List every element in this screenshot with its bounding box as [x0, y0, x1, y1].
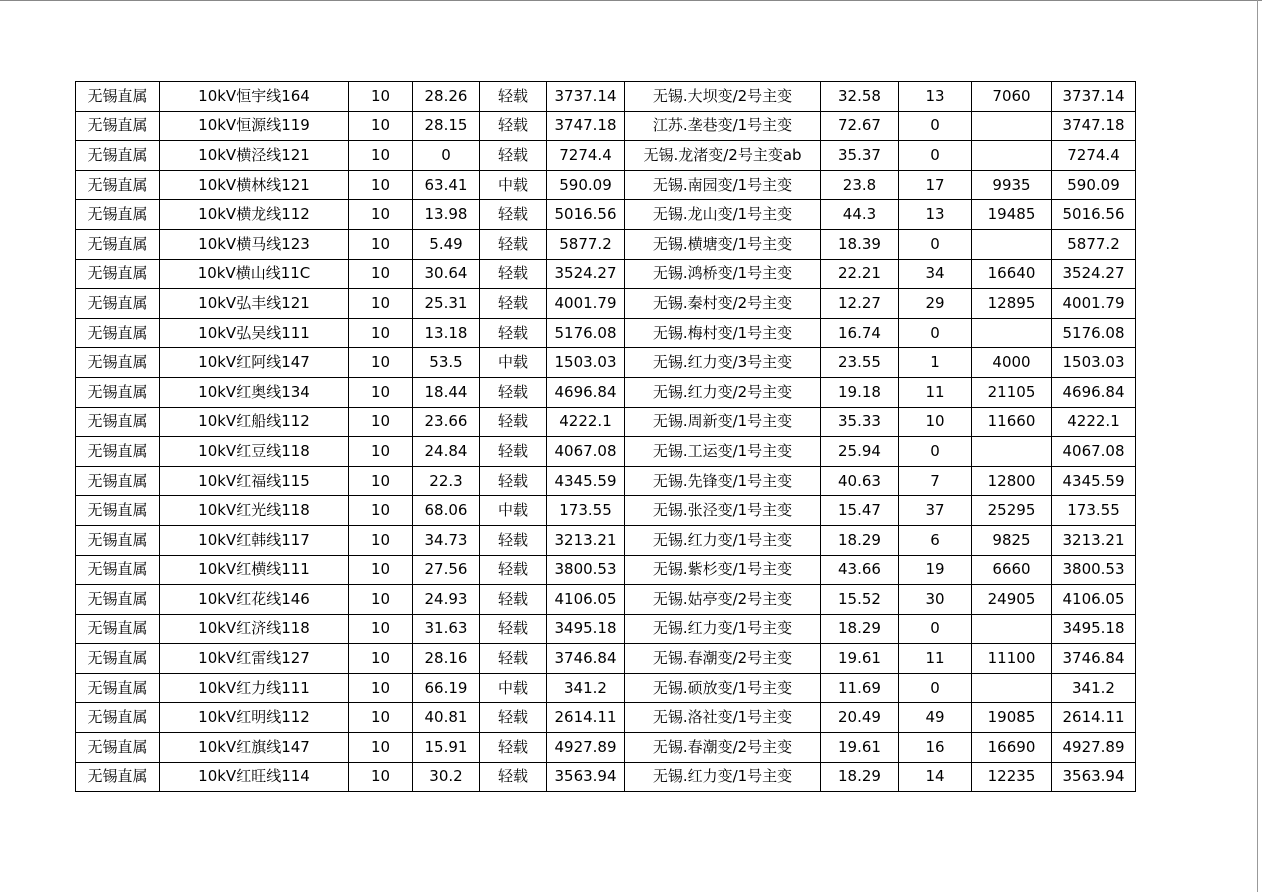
- voltage-cell: 10: [349, 733, 413, 763]
- org-cell: 无锡直属: [76, 111, 160, 141]
- capacity-margin-cell: 3213.21: [547, 525, 625, 555]
- capacity-cell: 6660: [972, 555, 1052, 585]
- count-cell: 11: [899, 644, 972, 674]
- capacity-cell: [972, 111, 1052, 141]
- count-cell: 13: [899, 200, 972, 230]
- table-row: [76, 348, 1136, 378]
- transformer-load-cell: 22.21: [821, 259, 899, 289]
- voltage-cell: 10: [349, 170, 413, 200]
- count-cell: 0: [899, 229, 972, 259]
- load-rate-cell: 28.15: [413, 111, 480, 141]
- capacity-cell: [972, 673, 1052, 703]
- load-level-cell: 轻载: [480, 259, 547, 289]
- voltage-cell: 10: [349, 466, 413, 496]
- load-rate-cell: 18.44: [413, 377, 480, 407]
- table-row: [76, 289, 1136, 319]
- voltage-cell: 10: [349, 614, 413, 644]
- load-rate-cell: 53.5: [413, 348, 480, 378]
- load-rate-cell: 28.26: [413, 82, 480, 112]
- voltage-cell: 10: [349, 348, 413, 378]
- count-cell: 14: [899, 762, 972, 792]
- capacity-cell: 9825: [972, 525, 1052, 555]
- feeder-name-cell: 10kV红韩线117: [160, 525, 349, 555]
- feeder-name-cell: 10kV红光线118: [160, 496, 349, 526]
- transformer-load-cell: 18.29: [821, 614, 899, 644]
- capacity-cell: 12235: [972, 762, 1052, 792]
- org-cell: 无锡直属: [76, 82, 160, 112]
- transformer-load-cell: 18.29: [821, 762, 899, 792]
- transformer-cell: 无锡.秦村变/2号主变: [625, 289, 821, 319]
- load-level-cell: 轻载: [480, 614, 547, 644]
- table-row: [76, 111, 1136, 141]
- load-level-cell: 轻载: [480, 407, 547, 437]
- table-row: [76, 614, 1136, 644]
- load-level-cell: 中载: [480, 673, 547, 703]
- capacity-margin-cell: 3737.14: [547, 82, 625, 112]
- table-row: [76, 644, 1136, 674]
- capacity-margin-cell: 3747.18: [547, 111, 625, 141]
- load-rate-cell: 34.73: [413, 525, 480, 555]
- feeder-name-cell: 10kV红奥线134: [160, 377, 349, 407]
- load-rate-cell: 24.84: [413, 437, 480, 467]
- load-rate-cell: 63.41: [413, 170, 480, 200]
- transformer-load-cell: 19.61: [821, 644, 899, 674]
- table-row: [76, 733, 1136, 763]
- voltage-cell: 10: [349, 111, 413, 141]
- load-level-cell: 轻载: [480, 525, 547, 555]
- transformer-cell: 无锡.先锋变/1号主变: [625, 466, 821, 496]
- count-cell: 11: [899, 377, 972, 407]
- page-right-edge: [1257, 0, 1258, 892]
- org-cell: 无锡直属: [76, 525, 160, 555]
- capacity-cell: 4000: [972, 348, 1052, 378]
- count-cell: 10: [899, 407, 972, 437]
- capacity-margin-cell: 3563.94: [547, 762, 625, 792]
- load-rate-cell: 31.63: [413, 614, 480, 644]
- transformer-load-cell: 11.69: [821, 673, 899, 703]
- org-cell: 无锡直属: [76, 762, 160, 792]
- feeder-name-cell: 10kV横马线123: [160, 229, 349, 259]
- transformer-load-cell: 44.3: [821, 200, 899, 230]
- load-level-cell: 轻载: [480, 200, 547, 230]
- available-capacity-cell: 3800.53: [1052, 555, 1136, 585]
- table-row: [76, 229, 1136, 259]
- capacity-margin-cell: 5016.56: [547, 200, 625, 230]
- transformer-cell: 无锡.梅村变/1号主变: [625, 318, 821, 348]
- transformer-load-cell: 15.47: [821, 496, 899, 526]
- org-cell: 无锡直属: [76, 289, 160, 319]
- count-cell: 6: [899, 525, 972, 555]
- table-row: [76, 555, 1136, 585]
- capacity-margin-cell: 2614.11: [547, 703, 625, 733]
- available-capacity-cell: 4001.79: [1052, 289, 1136, 319]
- voltage-cell: 10: [349, 289, 413, 319]
- capacity-cell: 12800: [972, 466, 1052, 496]
- org-cell: 无锡直属: [76, 555, 160, 585]
- feeder-load-table: [75, 81, 1136, 792]
- voltage-cell: 10: [349, 82, 413, 112]
- voltage-cell: 10: [349, 525, 413, 555]
- transformer-cell: 无锡.龙渚变/2号主变ab: [625, 141, 821, 171]
- capacity-cell: [972, 437, 1052, 467]
- voltage-cell: 10: [349, 377, 413, 407]
- count-cell: 0: [899, 111, 972, 141]
- feeder-name-cell: 10kV红旺线114: [160, 762, 349, 792]
- count-cell: 16: [899, 733, 972, 763]
- available-capacity-cell: 3747.18: [1052, 111, 1136, 141]
- capacity-margin-cell: 3746.84: [547, 644, 625, 674]
- feeder-name-cell: 10kV横龙线112: [160, 200, 349, 230]
- transformer-cell: 无锡.龙山变/1号主变: [625, 200, 821, 230]
- feeder-name-cell: 10kV横林线121: [160, 170, 349, 200]
- load-rate-cell: 15.91: [413, 733, 480, 763]
- available-capacity-cell: 5176.08: [1052, 318, 1136, 348]
- load-rate-cell: 66.19: [413, 673, 480, 703]
- load-level-cell: 轻载: [480, 318, 547, 348]
- voltage-cell: 10: [349, 229, 413, 259]
- count-cell: 37: [899, 496, 972, 526]
- load-level-cell: 轻载: [480, 437, 547, 467]
- transformer-load-cell: 35.37: [821, 141, 899, 171]
- load-rate-cell: 30.64: [413, 259, 480, 289]
- voltage-cell: 10: [349, 762, 413, 792]
- org-cell: 无锡直属: [76, 466, 160, 496]
- count-cell: 0: [899, 437, 972, 467]
- voltage-cell: 10: [349, 703, 413, 733]
- count-cell: 29: [899, 289, 972, 319]
- capacity-margin-cell: 3524.27: [547, 259, 625, 289]
- voltage-cell: 10: [349, 437, 413, 467]
- load-level-cell: 轻载: [480, 82, 547, 112]
- transformer-load-cell: 32.58: [821, 82, 899, 112]
- org-cell: 无锡直属: [76, 348, 160, 378]
- load-rate-cell: 23.66: [413, 407, 480, 437]
- org-cell: 无锡直属: [76, 200, 160, 230]
- org-cell: 无锡直属: [76, 407, 160, 437]
- feeder-name-cell: 10kV红力线111: [160, 673, 349, 703]
- capacity-cell: [972, 141, 1052, 171]
- feeder-name-cell: 10kV红雷线127: [160, 644, 349, 674]
- org-cell: 无锡直属: [76, 437, 160, 467]
- load-rate-cell: 28.16: [413, 644, 480, 674]
- feeder-name-cell: 10kV红豆线118: [160, 437, 349, 467]
- load-level-cell: 中载: [480, 348, 547, 378]
- transformer-load-cell: 43.66: [821, 555, 899, 585]
- load-level-cell: 中载: [480, 170, 547, 200]
- table-row: [76, 466, 1136, 496]
- capacity-margin-cell: 4927.89: [547, 733, 625, 763]
- count-cell: 13: [899, 82, 972, 112]
- table-row: [76, 496, 1136, 526]
- transformer-cell: 无锡.春潮变/2号主变: [625, 733, 821, 763]
- count-cell: 19: [899, 555, 972, 585]
- available-capacity-cell: 173.55: [1052, 496, 1136, 526]
- capacity-margin-cell: 3800.53: [547, 555, 625, 585]
- table-row: [76, 673, 1136, 703]
- transformer-load-cell: 25.94: [821, 437, 899, 467]
- table-row: [76, 141, 1136, 171]
- transformer-cell: 无锡.姑亭变/2号主变: [625, 585, 821, 615]
- voltage-cell: 10: [349, 673, 413, 703]
- org-cell: 无锡直属: [76, 377, 160, 407]
- transformer-cell: 无锡.张泾变/1号主变: [625, 496, 821, 526]
- load-level-cell: 轻载: [480, 762, 547, 792]
- transformer-cell: 无锡.紫杉变/1号主变: [625, 555, 821, 585]
- load-rate-cell: 27.56: [413, 555, 480, 585]
- feeder-name-cell: 10kV恒源线119: [160, 111, 349, 141]
- load-rate-cell: 68.06: [413, 496, 480, 526]
- transformer-cell: 无锡.红力变/2号主变: [625, 377, 821, 407]
- capacity-margin-cell: 5176.08: [547, 318, 625, 348]
- load-rate-cell: 13.98: [413, 200, 480, 230]
- capacity-margin-cell: 4106.05: [547, 585, 625, 615]
- available-capacity-cell: 3495.18: [1052, 614, 1136, 644]
- org-cell: 无锡直属: [76, 673, 160, 703]
- available-capacity-cell: 4927.89: [1052, 733, 1136, 763]
- feeder-name-cell: 10kV红旗线147: [160, 733, 349, 763]
- capacity-margin-cell: 4345.59: [547, 466, 625, 496]
- load-rate-cell: 0: [413, 141, 480, 171]
- transformer-cell: 江苏.垄巷变/1号主变: [625, 111, 821, 141]
- capacity-cell: 16690: [972, 733, 1052, 763]
- feeder-name-cell: 10kV红船线112: [160, 407, 349, 437]
- table-row: [76, 703, 1136, 733]
- available-capacity-cell: 3524.27: [1052, 259, 1136, 289]
- count-cell: 0: [899, 318, 972, 348]
- capacity-margin-cell: 173.55: [547, 496, 625, 526]
- voltage-cell: 10: [349, 318, 413, 348]
- available-capacity-cell: 2614.11: [1052, 703, 1136, 733]
- capacity-margin-cell: 3495.18: [547, 614, 625, 644]
- org-cell: 无锡直属: [76, 141, 160, 171]
- available-capacity-cell: 4345.59: [1052, 466, 1136, 496]
- capacity-cell: 21105: [972, 377, 1052, 407]
- capacity-cell: 24905: [972, 585, 1052, 615]
- org-cell: 无锡直属: [76, 644, 160, 674]
- table-row: [76, 407, 1136, 437]
- load-level-cell: 轻载: [480, 703, 547, 733]
- count-cell: 1: [899, 348, 972, 378]
- capacity-margin-cell: 590.09: [547, 170, 625, 200]
- feeder-name-cell: 10kV红花线146: [160, 585, 349, 615]
- org-cell: 无锡直属: [76, 259, 160, 289]
- available-capacity-cell: 7274.4: [1052, 141, 1136, 171]
- capacity-margin-cell: 4222.1: [547, 407, 625, 437]
- capacity-cell: [972, 318, 1052, 348]
- org-cell: 无锡直属: [76, 614, 160, 644]
- available-capacity-cell: 3737.14: [1052, 82, 1136, 112]
- feeder-name-cell: 10kV红明线112: [160, 703, 349, 733]
- load-rate-cell: 13.18: [413, 318, 480, 348]
- transformer-load-cell: 12.27: [821, 289, 899, 319]
- available-capacity-cell: 3213.21: [1052, 525, 1136, 555]
- transformer-load-cell: 20.49: [821, 703, 899, 733]
- org-cell: 无锡直属: [76, 585, 160, 615]
- load-level-cell: 轻载: [480, 466, 547, 496]
- available-capacity-cell: 4696.84: [1052, 377, 1136, 407]
- transformer-load-cell: 35.33: [821, 407, 899, 437]
- load-rate-cell: 30.2: [413, 762, 480, 792]
- capacity-margin-cell: 4001.79: [547, 289, 625, 319]
- transformer-load-cell: 15.52: [821, 585, 899, 615]
- capacity-cell: 12895: [972, 289, 1052, 319]
- load-rate-cell: 22.3: [413, 466, 480, 496]
- capacity-cell: [972, 229, 1052, 259]
- load-rate-cell: 5.49: [413, 229, 480, 259]
- load-level-cell: 轻载: [480, 377, 547, 407]
- load-level-cell: 轻载: [480, 141, 547, 171]
- load-rate-cell: 25.31: [413, 289, 480, 319]
- table-row: [76, 437, 1136, 467]
- voltage-cell: 10: [349, 200, 413, 230]
- transformer-load-cell: 19.61: [821, 733, 899, 763]
- available-capacity-cell: 3746.84: [1052, 644, 1136, 674]
- table-row: [76, 762, 1136, 792]
- table-row: [76, 200, 1136, 230]
- feeder-name-cell: 10kV弘丰线121: [160, 289, 349, 319]
- voltage-cell: 10: [349, 555, 413, 585]
- org-cell: 无锡直属: [76, 318, 160, 348]
- transformer-load-cell: 23.8: [821, 170, 899, 200]
- feeder-name-cell: 10kV红阿线147: [160, 348, 349, 378]
- load-level-cell: 轻载: [480, 644, 547, 674]
- capacity-margin-cell: 7274.4: [547, 141, 625, 171]
- capacity-cell: 19485: [972, 200, 1052, 230]
- feeder-name-cell: 10kV弘吴线111: [160, 318, 349, 348]
- count-cell: 7: [899, 466, 972, 496]
- capacity-cell: 25295: [972, 496, 1052, 526]
- available-capacity-cell: 341.2: [1052, 673, 1136, 703]
- voltage-cell: 10: [349, 496, 413, 526]
- load-level-cell: 轻载: [480, 289, 547, 319]
- feeder-name-cell: 10kV红济线118: [160, 614, 349, 644]
- table-row: [76, 259, 1136, 289]
- transformer-cell: 无锡.红力变/3号主变: [625, 348, 821, 378]
- capacity-cell: 11660: [972, 407, 1052, 437]
- transformer-cell: 无锡.横塘变/1号主变: [625, 229, 821, 259]
- voltage-cell: 10: [349, 259, 413, 289]
- table-row: [76, 377, 1136, 407]
- transformer-cell: 无锡.红力变/1号主变: [625, 525, 821, 555]
- org-cell: 无锡直属: [76, 170, 160, 200]
- available-capacity-cell: 4222.1: [1052, 407, 1136, 437]
- capacity-cell: 16640: [972, 259, 1052, 289]
- transformer-cell: 无锡.硕放变/1号主变: [625, 673, 821, 703]
- voltage-cell: 10: [349, 585, 413, 615]
- count-cell: 0: [899, 141, 972, 171]
- count-cell: 49: [899, 703, 972, 733]
- count-cell: 17: [899, 170, 972, 200]
- load-level-cell: 中载: [480, 496, 547, 526]
- table-body: [76, 82, 1136, 792]
- table-row: [76, 170, 1136, 200]
- capacity-cell: 11100: [972, 644, 1052, 674]
- transformer-cell: 无锡.周新变/1号主变: [625, 407, 821, 437]
- feeder-name-cell: 10kV横泾线121: [160, 141, 349, 171]
- feeder-name-cell: 10kV横山线11C: [160, 259, 349, 289]
- transformer-cell: 无锡.大坝变/2号主变: [625, 82, 821, 112]
- transformer-cell: 无锡.工运变/1号主变: [625, 437, 821, 467]
- available-capacity-cell: 3563.94: [1052, 762, 1136, 792]
- transformer-cell: 无锡.红力变/1号主变: [625, 762, 821, 792]
- org-cell: 无锡直属: [76, 733, 160, 763]
- table-row: [76, 82, 1136, 112]
- transformer-load-cell: 16.74: [821, 318, 899, 348]
- table-row: [76, 525, 1136, 555]
- count-cell: 0: [899, 614, 972, 644]
- load-level-cell: 轻载: [480, 111, 547, 141]
- capacity-margin-cell: 4067.08: [547, 437, 625, 467]
- transformer-cell: 无锡.洛社变/1号主变: [625, 703, 821, 733]
- table-row: [76, 585, 1136, 615]
- available-capacity-cell: 5016.56: [1052, 200, 1136, 230]
- capacity-cell: 9935: [972, 170, 1052, 200]
- available-capacity-cell: 4106.05: [1052, 585, 1136, 615]
- available-capacity-cell: 1503.03: [1052, 348, 1136, 378]
- voltage-cell: 10: [349, 407, 413, 437]
- page-top-edge: [0, 0, 1262, 1]
- count-cell: 30: [899, 585, 972, 615]
- capacity-cell: 19085: [972, 703, 1052, 733]
- load-level-cell: 轻载: [480, 229, 547, 259]
- available-capacity-cell: 5877.2: [1052, 229, 1136, 259]
- available-capacity-cell: 590.09: [1052, 170, 1136, 200]
- feeder-name-cell: 10kV恒宇线164: [160, 82, 349, 112]
- capacity-margin-cell: 341.2: [547, 673, 625, 703]
- load-level-cell: 轻载: [480, 733, 547, 763]
- org-cell: 无锡直属: [76, 229, 160, 259]
- capacity-margin-cell: 4696.84: [547, 377, 625, 407]
- load-level-cell: 轻载: [480, 585, 547, 615]
- transformer-load-cell: 40.63: [821, 466, 899, 496]
- transformer-cell: 无锡.鸿桥变/1号主变: [625, 259, 821, 289]
- capacity-margin-cell: 1503.03: [547, 348, 625, 378]
- load-rate-cell: 40.81: [413, 703, 480, 733]
- feeder-name-cell: 10kV红福线115: [160, 466, 349, 496]
- available-capacity-cell: 4067.08: [1052, 437, 1136, 467]
- capacity-cell: [972, 614, 1052, 644]
- feeder-name-cell: 10kV红横线111: [160, 555, 349, 585]
- voltage-cell: 10: [349, 644, 413, 674]
- org-cell: 无锡直属: [76, 703, 160, 733]
- capacity-margin-cell: 5877.2: [547, 229, 625, 259]
- voltage-cell: 10: [349, 141, 413, 171]
- transformer-load-cell: 19.18: [821, 377, 899, 407]
- table-row: [76, 318, 1136, 348]
- transformer-load-cell: 72.67: [821, 111, 899, 141]
- capacity-cell: 7060: [972, 82, 1052, 112]
- transformer-cell: 无锡.春潮变/2号主变: [625, 644, 821, 674]
- transformer-cell: 无锡.红力变/1号主变: [625, 614, 821, 644]
- count-cell: 34: [899, 259, 972, 289]
- load-level-cell: 轻载: [480, 555, 547, 585]
- transformer-load-cell: 18.39: [821, 229, 899, 259]
- transformer-cell: 无锡.南园变/1号主变: [625, 170, 821, 200]
- count-cell: 0: [899, 673, 972, 703]
- transformer-load-cell: 23.55: [821, 348, 899, 378]
- load-rate-cell: 24.93: [413, 585, 480, 615]
- transformer-load-cell: 18.29: [821, 525, 899, 555]
- org-cell: 无锡直属: [76, 496, 160, 526]
